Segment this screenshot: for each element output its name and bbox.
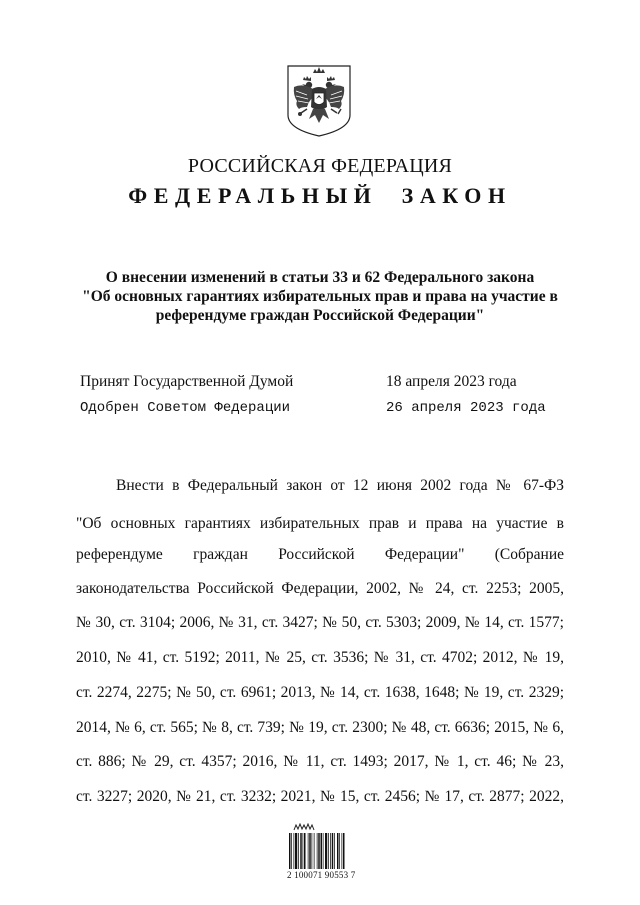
body-line: 2010, № 41, ст. 5192; 2011, № 25, ст. 3536; № 31, ст. 4702; 2012, № 19, bbox=[76, 649, 564, 666]
body-line: референдуме граждан Российской Федерации" (Собрание bbox=[76, 546, 564, 563]
law-title-line: "Об основных гарантиях избирательных прав и права на участие в bbox=[82, 288, 558, 305]
approving-body: Одобрен Советом Федерации bbox=[80, 400, 291, 416]
body-line: Внести в Федеральный закон от 12 июня 2002 года № 67-ФЗ bbox=[116, 477, 564, 494]
document-type: ФЕДЕРАЛЬНЫЙ ЗАКОН bbox=[128, 183, 512, 208]
body-line: № 30, ст. 3104; 2006, № 31, ст. 3427; № 50, ст. 5303; 2009, № 14, ст. 1577; bbox=[76, 614, 564, 631]
adoption-date: 18 апреля 2023 года bbox=[386, 373, 517, 390]
coat-of-arms-emblem bbox=[285, 63, 353, 139]
coat-of-arms-icon bbox=[285, 63, 353, 139]
law-title bbox=[60, 268, 580, 325]
law-title-line: О внесении изменений в статьи 33 и 62 Федерального закона bbox=[105, 269, 535, 286]
body-line: "Об основных гарантиях избирательных прав и права на участие в bbox=[76, 515, 564, 532]
body-line: законодательства Российской Федерации, 2002, № 24, ст. 2253; 2005, bbox=[76, 580, 564, 597]
barcode-icon bbox=[289, 833, 363, 869]
document-barcode bbox=[287, 823, 365, 883]
barcode-number: 2 100071 90553 7 bbox=[287, 870, 356, 880]
law-title-line: референдуме граждан Российской Федерации" bbox=[155, 307, 485, 324]
body-line: ст. 886; № 29, ст. 4357; 2016, № 11, ст. 1493; 2017, № 1, ст. 46; № 23, bbox=[76, 753, 564, 770]
approval-date: 26 апреля 2023 года bbox=[386, 400, 546, 416]
body-line: 2014, № 6, ст. 565; № 8, ст. 739; № 19, ст. 2300; № 48, ст. 6636; 2015, № 6, bbox=[76, 719, 564, 736]
print-mark-icon bbox=[293, 823, 315, 831]
body-line: ст. 2274, 2275; № 50, ст. 6961; 2013, № 14, ст. 1638, 1648; № 19, ст. 2329; bbox=[76, 684, 564, 701]
adopting-body: Принят Государственной Думой bbox=[80, 373, 294, 390]
body-line: ст. 3227; 2020, № 21, ст. 3232; 2021, № 15, ст. 2456; № 17, ст. 2877; 2022, bbox=[76, 788, 564, 805]
country-name: РОССИЙСКАЯ ФЕДЕРАЦИЯ bbox=[187, 155, 453, 177]
